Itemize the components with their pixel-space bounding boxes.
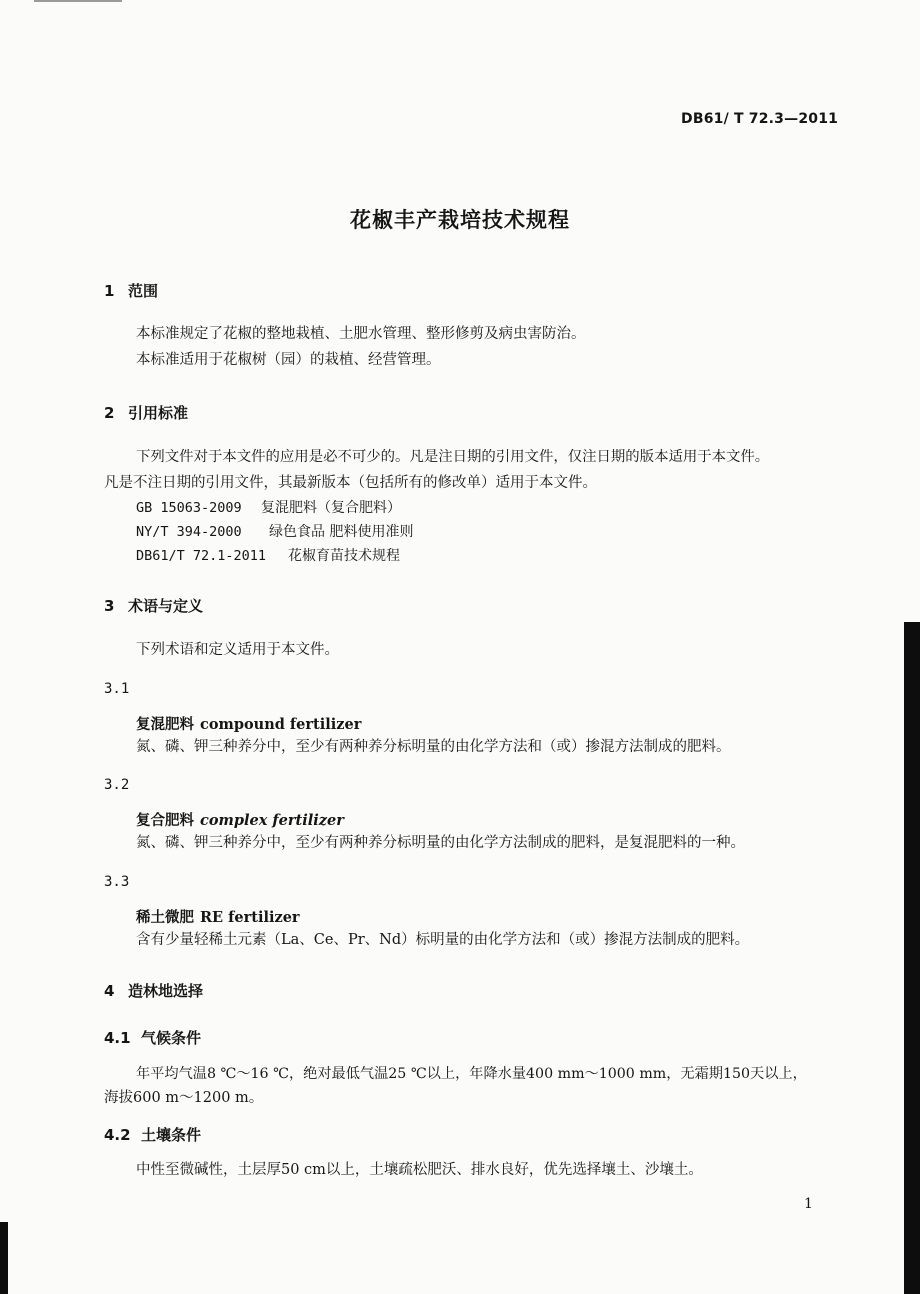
paragraph: 本标准规定了花椒的整地栽植、土肥水管理、整形修剪及病虫害防治。 <box>136 326 586 342</box>
paragraph: 下列文件对于本文件的应用是必不可少的。凡是注日期的引用文件，仅注日期的版本适用于本文件。 <box>136 449 770 465</box>
section-number: 4 <box>104 982 115 1000</box>
reference-code: DB61/T 72.1-2011 <box>136 548 267 564</box>
clause-number: 3.1 <box>104 681 130 697</box>
reference-code: NY/T 394-2000 <box>136 524 242 540</box>
section-title: 范围 <box>128 282 159 300</box>
term-en: RE fertilizer <box>200 909 300 926</box>
scan-edge-left <box>0 1222 8 1294</box>
term-cn: 复合肥料 <box>136 812 194 829</box>
section-title: 引用标准 <box>128 404 189 422</box>
section-title: 术语与定义 <box>128 597 204 615</box>
subsection-number: 4.2 <box>104 1126 131 1144</box>
term-title <box>136 713 361 734</box>
section-2-heading <box>104 402 188 423</box>
reference-item <box>136 497 401 517</box>
term-en: complex fertilizer <box>200 812 344 829</box>
document-title: 花椒丰产栽培技术规程 <box>350 208 570 232</box>
subsection-4-1-heading <box>104 1027 201 1048</box>
paragraph: 海拔600 m～1200 m。 <box>104 1090 264 1106</box>
subsection-number: 4.1 <box>104 1029 131 1047</box>
page-number: 1 <box>804 1196 813 1212</box>
top-edge-line <box>34 0 122 2</box>
reference-name: 复混肥料（复合肥料） <box>261 500 401 516</box>
paragraph: 年平均气温8 ℃～16 ℃，绝对最低气温25 ℃以上，年降水量400 mm～1000 mm，无霜期150天以上， <box>136 1066 807 1082</box>
term-title <box>136 809 344 830</box>
term-cn: 稀土微肥 <box>136 909 194 926</box>
term-cn: 复混肥料 <box>136 716 194 733</box>
term-en: compound fertilizer <box>200 716 362 733</box>
section-number: 2 <box>104 404 115 422</box>
section-number: 3 <box>104 597 115 615</box>
standard-number: DB61/ T 72.3—2011 <box>681 111 839 127</box>
clause-number: 3.2 <box>104 777 130 793</box>
paragraph: 下列术语和定义适用于本文件。 <box>136 642 339 658</box>
scan-edge-right <box>904 622 920 1294</box>
term-definition: 氮、磷、钾三种养分中，至少有两种养分标明量的由化学方法和（或）掺混方法制成的肥料。 <box>136 739 731 755</box>
paragraph: 中性至微碱性，土层厚50 cm以上，土壤疏松肥沃、排水良好，优先选择壤土、沙壤土。 <box>136 1162 703 1178</box>
section-1-heading <box>104 280 158 301</box>
reference-item <box>136 545 400 565</box>
reference-name: 绿色食品 肥料使用准则 <box>269 524 414 540</box>
reference-item <box>136 521 413 541</box>
subsection-title: 气候条件 <box>141 1029 202 1047</box>
clause-number: 3.3 <box>104 874 130 890</box>
paragraph: 本标准适用于花椒树（园）的栽植、经营管理。 <box>136 352 441 368</box>
reference-name: 花椒育苗技术规程 <box>288 548 400 564</box>
subsection-title: 土壤条件 <box>141 1126 202 1144</box>
term-definition: 氮、磷、钾三种养分中，至少有两种养分标明量的由化学方法制成的肥料，是复混肥料的一种。 <box>136 835 745 851</box>
reference-code: GB 15063-2009 <box>136 500 242 516</box>
section-4-heading <box>104 980 203 1001</box>
section-title: 造林地选择 <box>128 982 204 1000</box>
paragraph: 凡是不注日期的引用文件，其最新版本（包括所有的修改单）适用于本文件。 <box>104 475 597 491</box>
section-number: 1 <box>104 282 115 300</box>
subsection-4-2-heading <box>104 1124 201 1145</box>
term-definition: 含有少量轻稀土元素（La、Ce、Pr、Nd）标明量的由化学方法和（或）掺混方法制成的肥料。 <box>136 932 750 948</box>
term-title <box>136 906 300 927</box>
section-3-heading <box>104 595 203 616</box>
